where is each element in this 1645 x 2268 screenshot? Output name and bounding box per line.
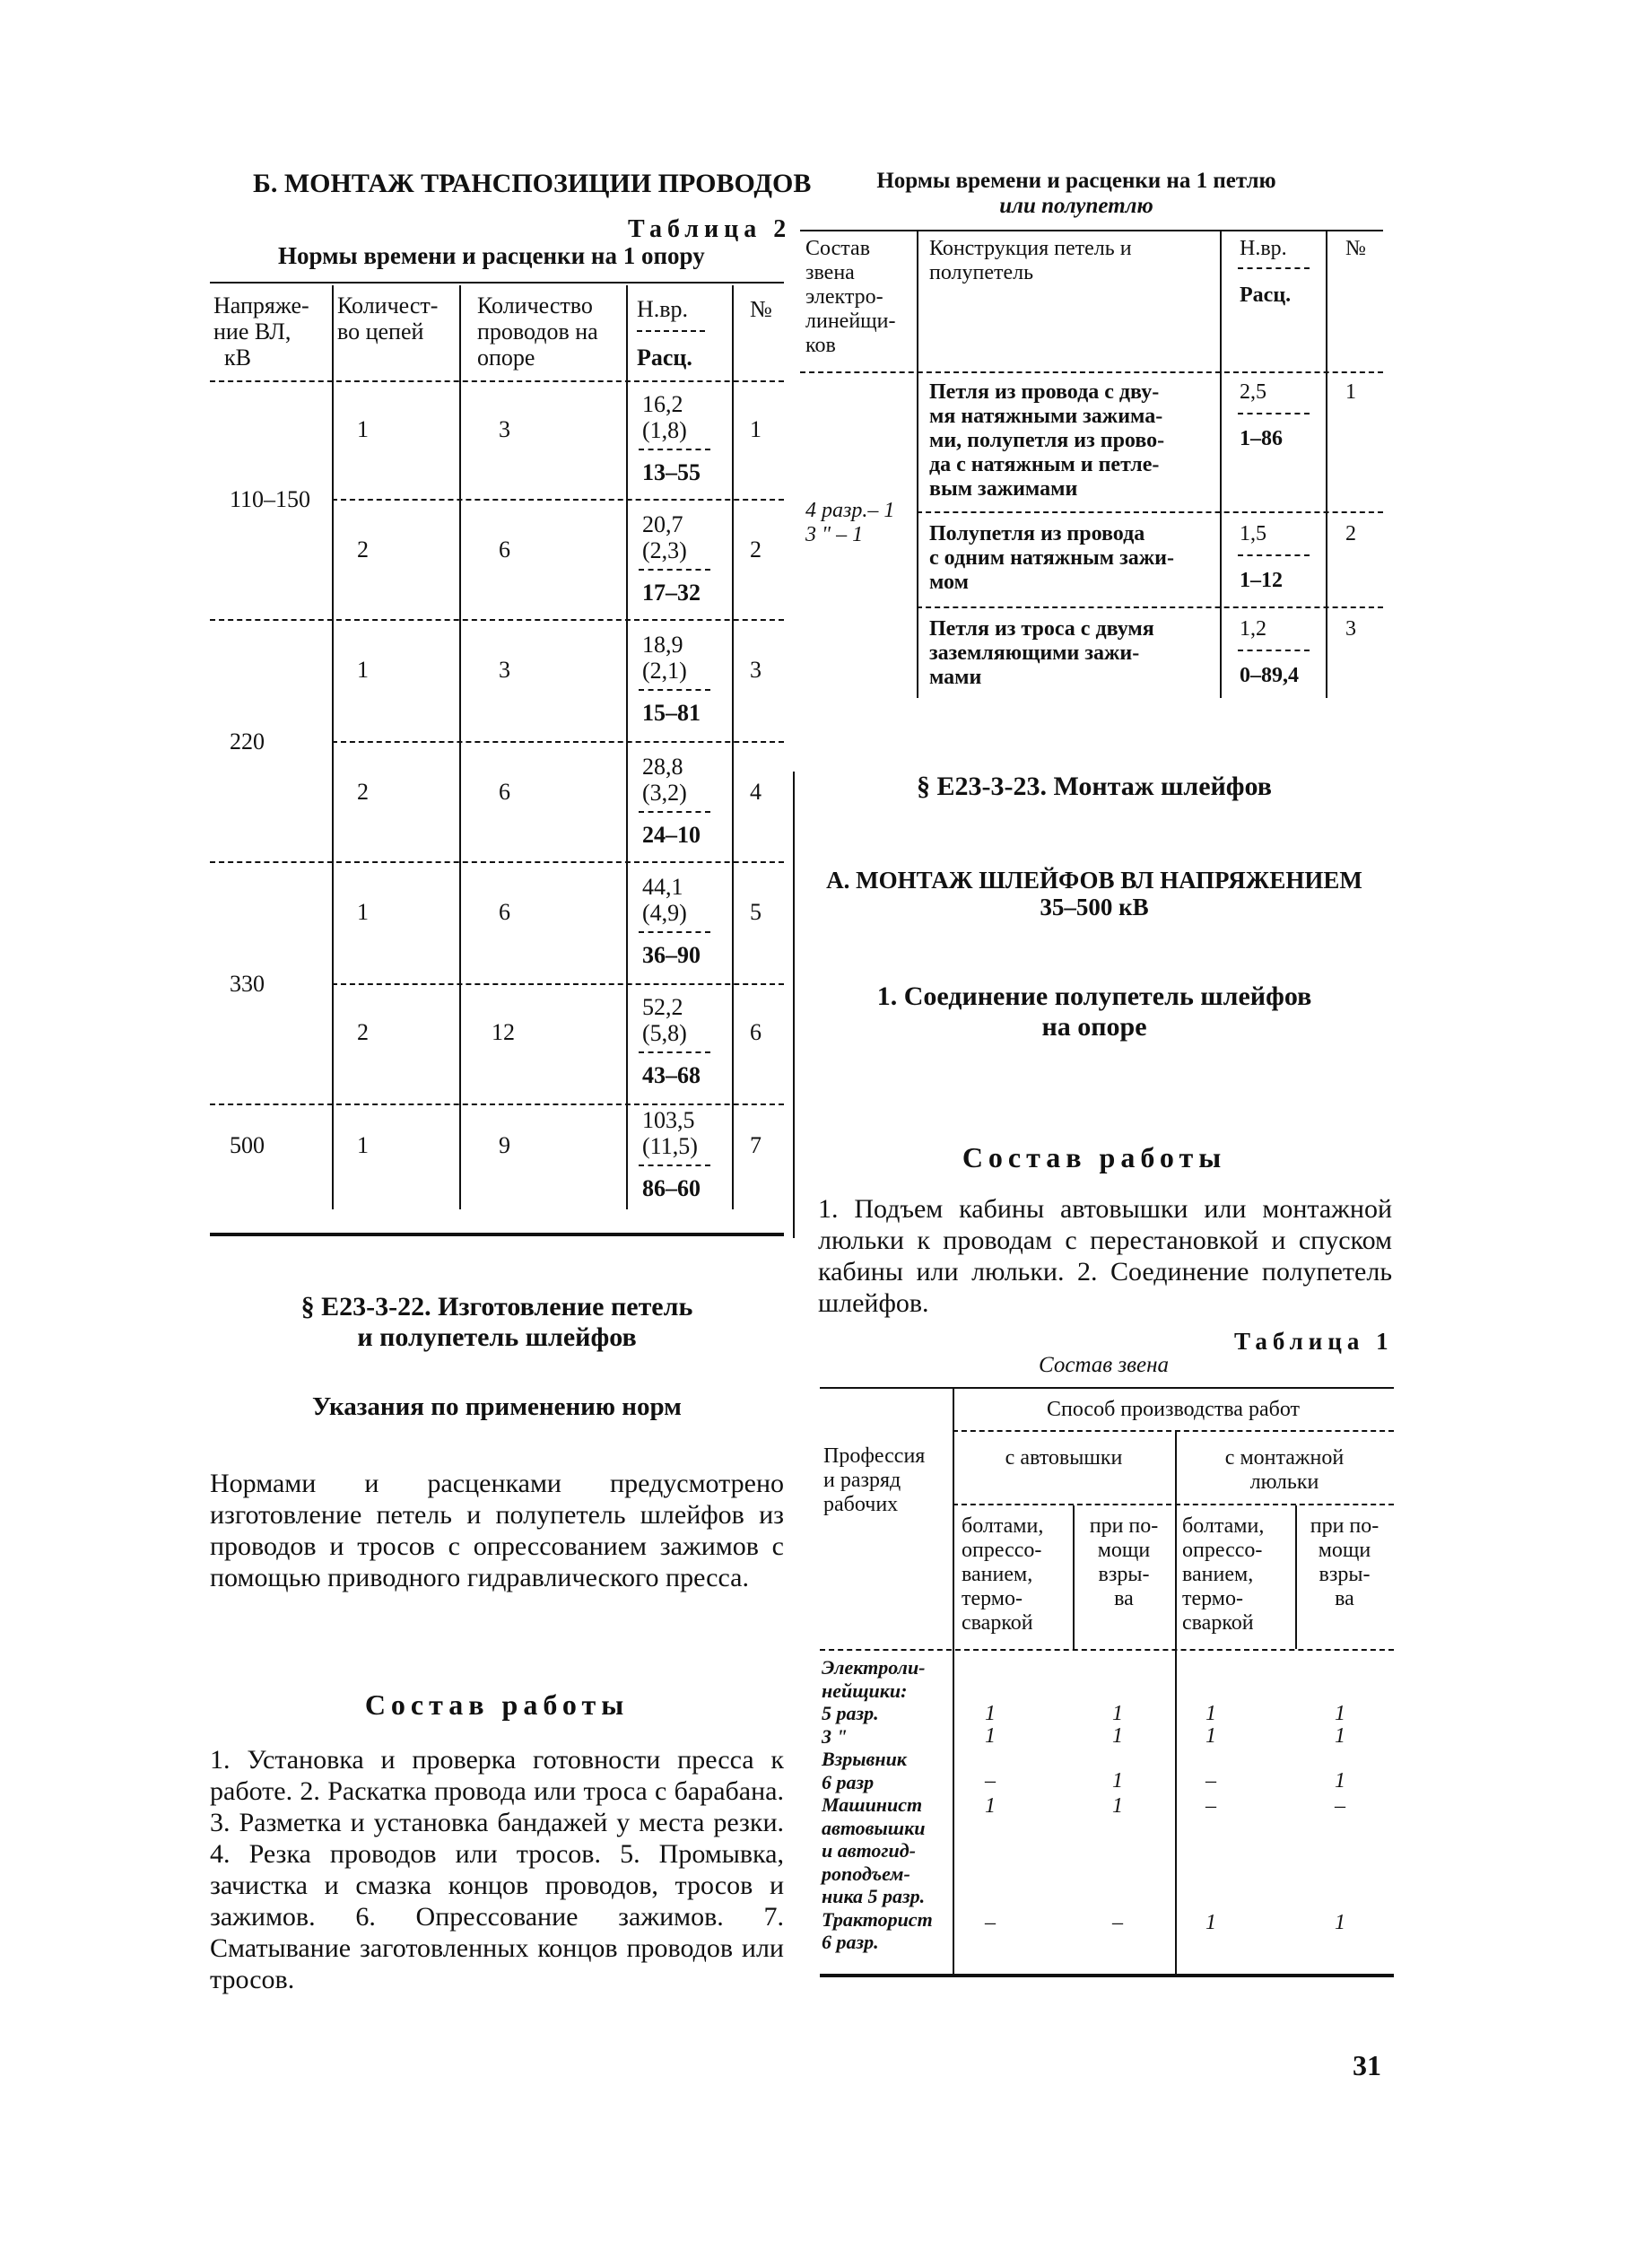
top-num: 2 bbox=[1345, 522, 1356, 545]
voltage-500: 500 bbox=[230, 1132, 265, 1158]
table1-caption: Состав звена bbox=[1039, 1353, 1170, 1377]
table2-wires: 3 bbox=[499, 416, 510, 442]
table2-num: 3 bbox=[750, 657, 762, 683]
th-crew: Состав звена электро- линейщи- ков bbox=[805, 237, 896, 357]
table2-circuits: 1 bbox=[357, 657, 369, 683]
table1-top-rule bbox=[820, 1387, 1394, 1389]
table1-vline bbox=[1175, 1432, 1177, 1974]
table1-vline bbox=[953, 1389, 954, 1974]
table2-circuits: 1 bbox=[357, 1132, 369, 1158]
row-sep bbox=[332, 499, 784, 501]
t1-val: 1 bbox=[1335, 1724, 1345, 1748]
table1-label: Таблица 1 bbox=[1234, 1328, 1394, 1355]
table2-wires: 9 bbox=[499, 1132, 510, 1158]
table2-price: 17–32 bbox=[642, 580, 701, 606]
table1-bottom-rule bbox=[820, 1974, 1394, 1977]
table2-num: 5 bbox=[750, 899, 762, 925]
table2-vline bbox=[332, 285, 334, 1209]
page-number: 31 bbox=[1353, 2049, 1381, 2081]
t1-val: 1 bbox=[985, 1702, 996, 1725]
top-table-header-rule bbox=[800, 371, 1383, 373]
th-blast: при по- мощи взры- ва bbox=[1089, 1514, 1159, 1610]
t1-val: 1 bbox=[1112, 1724, 1123, 1748]
table2-num: 6 bbox=[750, 1019, 762, 1045]
crew-value: 4 разр.– 1 3 " – 1 bbox=[805, 499, 895, 546]
column-divider bbox=[793, 772, 795, 1238]
table2-num: 1 bbox=[750, 416, 762, 442]
t1-val: – bbox=[1205, 1769, 1216, 1793]
th-rasc: Расц. bbox=[1240, 284, 1292, 307]
top-num: 1 bbox=[1345, 380, 1356, 404]
top-table-vline bbox=[1220, 231, 1222, 698]
t1-val: 1 bbox=[1112, 1702, 1123, 1725]
top-caption: Нормы времени и расценки на 1 петлю или полупетлю bbox=[876, 169, 1276, 218]
left-work-title: Состав работы bbox=[364, 1688, 630, 1721]
table2-wires: 6 bbox=[499, 536, 510, 563]
t1-val: 1 bbox=[985, 1794, 996, 1818]
row-sep bbox=[917, 606, 1383, 608]
table2-circuits: 2 bbox=[357, 1019, 369, 1045]
table2-num: 4 bbox=[750, 779, 762, 805]
fraction-rule bbox=[1238, 554, 1310, 556]
t1-val: – bbox=[1112, 1911, 1123, 1934]
table2-price: 43–68 bbox=[642, 1062, 701, 1088]
table2-time: 52,2 (5,8) bbox=[642, 994, 687, 1046]
group-sep bbox=[210, 1103, 784, 1105]
section-e22-title: § Е23-3-22. Изготовление петель и полупетель шлейфов bbox=[300, 1292, 693, 1352]
left-section-rule bbox=[210, 1233, 784, 1236]
table1-header-rule bbox=[820, 1649, 1394, 1651]
fraction-rule bbox=[1238, 650, 1310, 651]
design-row: Петля из троса с двумя заземляющими зажи- мами bbox=[929, 617, 1154, 689]
table2-vline bbox=[626, 285, 628, 1209]
top-num: 3 bbox=[1345, 617, 1356, 641]
section-a-title: А. МОНТАЖ ШЛЕЙФОВ ВЛ НАПРЯЖЕНИЕМ 35–500 кВ bbox=[826, 867, 1362, 920]
t1-val: 1 bbox=[1205, 1702, 1216, 1725]
fraction-rule bbox=[639, 811, 710, 813]
th-nvr: Н.вр. bbox=[1240, 237, 1287, 260]
voltage-220: 220 bbox=[230, 728, 265, 755]
th-fraction-rule bbox=[637, 330, 705, 332]
table1-rule bbox=[953, 1430, 1394, 1432]
professions: Электроли- нейщики: 5 разр. 3 " Взрывник 6 разр Машинист автовышки и автогид- роподъем- ника 5 разр. Тракторист 6 разр. bbox=[822, 1656, 933, 1953]
table2-header-rule bbox=[210, 380, 784, 382]
th-design: Конструкция петель и полупетель bbox=[929, 237, 1132, 284]
voltage-110-150: 110–150 bbox=[230, 486, 311, 512]
th-nvr: Н.вр. bbox=[637, 296, 689, 322]
fraction-rule bbox=[639, 689, 710, 691]
th-wires: Количество проводов на опоре bbox=[477, 292, 598, 371]
table2-num: 7 bbox=[750, 1132, 762, 1158]
table2-price: 86–60 bbox=[642, 1175, 701, 1201]
th-num: № bbox=[1345, 237, 1366, 260]
table2-vline bbox=[732, 285, 734, 1209]
t1-val: – bbox=[985, 1769, 996, 1793]
top-price: 1–86 bbox=[1240, 427, 1283, 450]
table2-circuits: 2 bbox=[357, 779, 369, 805]
th-bolts: болтами, опрессо- ванием, термо- сваркой bbox=[962, 1514, 1044, 1635]
table2-time: 16,2 (1,8) bbox=[642, 391, 687, 443]
row-sep bbox=[332, 983, 784, 985]
th-circuits: Количест- во цепей bbox=[337, 292, 439, 345]
t1-val: 1 bbox=[985, 1724, 996, 1748]
fraction-rule bbox=[639, 931, 710, 933]
top-table-rule bbox=[800, 230, 1383, 231]
top-table-vline bbox=[1326, 231, 1327, 698]
table2-time: 28,8 (3,2) bbox=[642, 754, 687, 806]
top-time: 2,5 bbox=[1240, 380, 1266, 404]
table2-label: Таблица 2 bbox=[628, 215, 792, 243]
th-fraction-rule bbox=[1238, 267, 1310, 269]
t1-val: – bbox=[985, 1911, 996, 1934]
group-sep bbox=[210, 619, 784, 621]
table1-rule bbox=[953, 1504, 1394, 1505]
fraction-rule bbox=[639, 449, 710, 450]
th-auto: с автовышки bbox=[1005, 1446, 1123, 1470]
table2-wires: 12 bbox=[492, 1019, 515, 1045]
group-sep bbox=[210, 861, 784, 863]
section-e23-title: § Е23-3-23. Монтаж шлейфов bbox=[916, 772, 1273, 801]
th-voltage: Напряже- ние ВЛ, кВ bbox=[213, 292, 309, 371]
t1-val: 1 bbox=[1205, 1724, 1216, 1748]
t1-val: 1 bbox=[1335, 1702, 1345, 1725]
table2-time: 103,5 (11,5) bbox=[642, 1107, 698, 1159]
table2-num: 2 bbox=[750, 536, 762, 563]
top-time: 1,5 bbox=[1240, 522, 1266, 545]
table2-wires: 6 bbox=[499, 899, 510, 925]
th-method: Способ производства работ bbox=[1046, 1398, 1300, 1421]
table2-wires: 6 bbox=[499, 779, 510, 805]
t1-val: 1 bbox=[1335, 1911, 1345, 1934]
fraction-rule bbox=[639, 1051, 710, 1053]
th-num: № bbox=[750, 296, 772, 322]
table2-circuits: 1 bbox=[357, 899, 369, 925]
th-blast: при по- мощи взры- ва bbox=[1310, 1514, 1380, 1610]
table2-time: 20,7 (2,3) bbox=[642, 511, 687, 563]
top-price: 1–12 bbox=[1240, 569, 1283, 592]
table2-vline bbox=[459, 285, 461, 1209]
voltage-330: 330 bbox=[230, 971, 265, 997]
table2-top-rule bbox=[210, 282, 784, 284]
table2-circuits: 2 bbox=[357, 536, 369, 563]
th-rasc: Расц. bbox=[637, 345, 692, 371]
right-work-text: 1. Подъем кабины автовышки или монтажной люльки к проводам с перестановкой и спуском кабины или люльки. 2. Соединение полупетель шлейфов. bbox=[818, 1194, 1392, 1318]
guidance-title: Указания по применению норм bbox=[312, 1392, 682, 1421]
top-table-vline bbox=[917, 231, 918, 698]
design-row: Полупетля из провода с одним натяжным зажи- мом bbox=[929, 522, 1174, 594]
fraction-rule bbox=[1238, 413, 1310, 414]
table2-price: 36–90 bbox=[642, 942, 701, 968]
table2-time: 44,1 (4,9) bbox=[642, 874, 687, 926]
th-bolts: болтами, опрессо- ванием, термо- сваркой bbox=[1182, 1514, 1265, 1635]
t1-val: 1 bbox=[1112, 1794, 1123, 1818]
top-time: 1,2 bbox=[1240, 617, 1266, 641]
section-b-title: Б. МОНТАЖ ТРАНСПОЗИЦИИ ПРОВОДОВ bbox=[253, 169, 812, 198]
t1-val: – bbox=[1205, 1794, 1216, 1818]
fraction-rule bbox=[639, 569, 710, 571]
t1-val: 1 bbox=[1205, 1911, 1216, 1934]
left-work-text: 1. Установка и проверка готовности пресса к работе. 2. Раскатка провода или троса с барабана. 3. Разметка и установка бандажей у места резки. 4. Резка проводов или тросов. 5. Промывка, зачистка и смазка концов проводов, тросов и зажимов. 6. Опрессование зажимов. 7. Сматывание заготовленных концов проводов или тросов. bbox=[210, 1745, 784, 1994]
th-profession: Профессия и разряд рабочих bbox=[823, 1444, 926, 1516]
table2-caption: Нормы времени и расценки на 1 опору bbox=[278, 242, 705, 269]
subsection-1-title: 1. Соединение полупетель шлейфов на опоре bbox=[876, 981, 1312, 1042]
table2-circuits: 1 bbox=[357, 416, 369, 442]
t1-val: 1 bbox=[1112, 1769, 1123, 1793]
row-sep bbox=[332, 741, 784, 743]
table2-time: 18,9 (2,1) bbox=[642, 632, 687, 684]
table2-price: 15–81 bbox=[642, 700, 701, 726]
table2-price: 13–55 bbox=[642, 459, 701, 485]
t1-val: 1 bbox=[1335, 1769, 1345, 1793]
right-work-title: Состав работы bbox=[962, 1141, 1227, 1173]
design-row: Петля из провода с дву- мя натяжными зажима- ми, полупетля из прово- да с натяжным и петле- вым зажимами bbox=[929, 380, 1165, 501]
fraction-rule bbox=[639, 1165, 710, 1166]
guidance-text: Нормами и расценками предусмотрено изготовление петель и полупетель шлейфов из проводов и тросов с опрессованием зажимов с помощью приводного гидравлического пресса. bbox=[210, 1469, 784, 1592]
row-sep bbox=[917, 511, 1383, 513]
table2-price: 24–10 bbox=[642, 822, 701, 848]
table2-wires: 3 bbox=[499, 657, 510, 683]
top-price: 0–89,4 bbox=[1240, 664, 1299, 687]
th-mount: с монтажной люльки bbox=[1224, 1446, 1345, 1494]
t1-val: – bbox=[1335, 1794, 1345, 1818]
